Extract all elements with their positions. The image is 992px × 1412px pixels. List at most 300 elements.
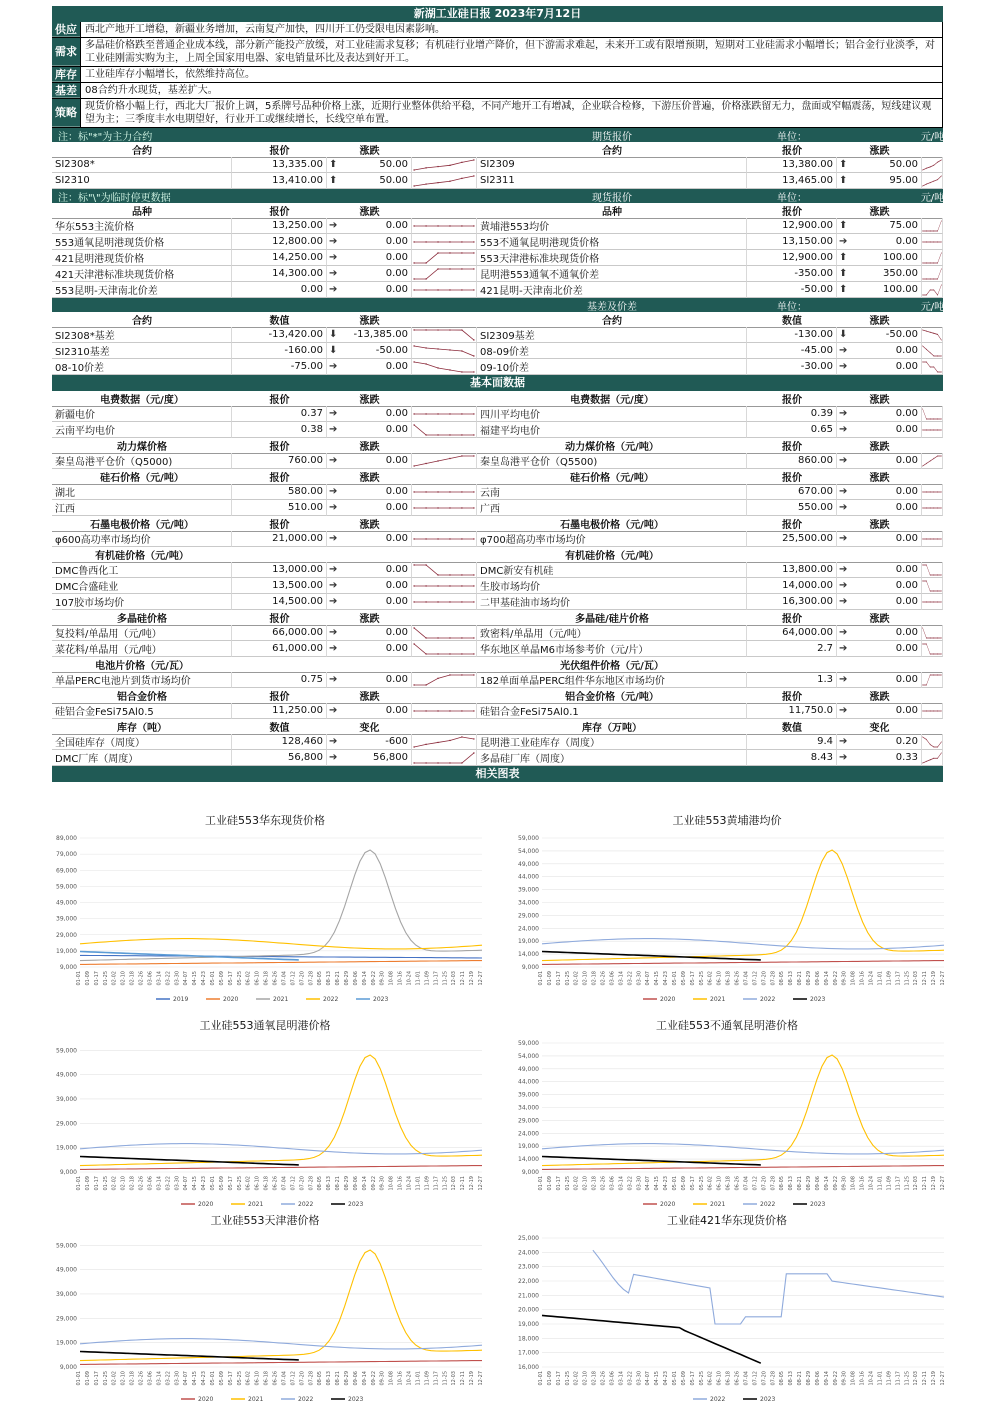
spot-sparkline bbox=[412, 235, 476, 249]
futures-sparkline-point bbox=[473, 175, 474, 176]
fundamentals-arrow-icon: ➔ bbox=[329, 627, 337, 638]
basis-arrow-icon: ⬇ bbox=[839, 329, 847, 340]
y-tick-label: 29,000 bbox=[56, 932, 77, 939]
summary-text: 现货价格小幅上行，西北大厂报价上调，5系牌号品种价格上涨，近期行业整体供给平稳，不同产地开工有增减，企业联合检修，下游压价普遍，价格涨跌留无力，盘面或窄幅震荡，短线建议观望为主；三季度丰水电期望好，行业开工或继续增长，长线空单布置。 bbox=[80, 99, 943, 127]
x-tick-label: 12-03 bbox=[451, 1371, 457, 1386]
basis-value-right: -130.00 bbox=[747, 327, 837, 343]
fundamentals-sparkline-left bbox=[412, 453, 477, 469]
spot-sparkline-point bbox=[425, 225, 426, 226]
basis-sparkline-point bbox=[461, 371, 462, 372]
series-line-2021 bbox=[80, 850, 482, 961]
spot-change-value: 0.00 bbox=[386, 284, 408, 295]
fundamentals-change-left bbox=[327, 625, 412, 641]
fundamentals-name-right: 二甲基硅油市场均价 bbox=[477, 594, 747, 610]
group-header-value: 报价 bbox=[232, 516, 327, 532]
report-title: 新湖工业硅日报 2023年7月12日 bbox=[52, 6, 943, 22]
fundamentals-sparkline-left bbox=[412, 641, 477, 657]
x-tick-label: 11-09 bbox=[424, 1371, 430, 1386]
x-tick-label: 12-11 bbox=[922, 1176, 928, 1191]
futures-value-left: 13,335.00 bbox=[232, 157, 327, 173]
fundamentals-name-right: 广西 bbox=[477, 500, 747, 516]
spot-column-header: 报价 bbox=[232, 203, 327, 219]
fundamentals-sparkline-point bbox=[437, 538, 438, 539]
x-tick-label: 09-22 bbox=[371, 1176, 377, 1191]
x-tick-label: 01-17 bbox=[556, 1371, 562, 1386]
fundamentals-sparkline-point bbox=[425, 743, 426, 744]
x-tick-label: 02-18 bbox=[130, 971, 136, 986]
fundamentals-value-left: 21,000.00 bbox=[232, 531, 327, 547]
futures-sparkline-left bbox=[412, 157, 477, 173]
basis-column-headers bbox=[52, 312, 943, 327]
spot-value-left: 14,250.00 bbox=[232, 250, 327, 266]
x-tick-label: 08-21 bbox=[797, 1371, 803, 1386]
fundamentals-sparkline bbox=[922, 673, 942, 687]
chart-plot bbox=[40, 1230, 490, 1405]
x-tick-label: 12-19 bbox=[469, 971, 475, 986]
x-tick-label: 01-09 bbox=[547, 1176, 553, 1191]
x-tick-label: 11-01 bbox=[415, 971, 421, 986]
x-tick-label: 01-09 bbox=[85, 1176, 91, 1191]
futures-arrow-icon: ⬆ bbox=[839, 159, 847, 170]
x-tick-label: 09-14 bbox=[824, 971, 830, 986]
x-tick-label: 10-16 bbox=[860, 1371, 866, 1386]
y-tick-label: 9,000 bbox=[522, 964, 539, 971]
legend-label: 2021 bbox=[273, 996, 288, 1003]
fundamentals-sparkline-point bbox=[413, 564, 414, 565]
fundamentals-arrow-icon: ➔ bbox=[839, 627, 847, 638]
x-tick-label: 01-17 bbox=[94, 1371, 100, 1386]
fundamentals-change-left bbox=[327, 500, 412, 516]
fundamentals-change-left bbox=[327, 703, 412, 719]
fundamentals-sparkline-point bbox=[413, 643, 414, 644]
fundamentals-change-right bbox=[837, 531, 922, 547]
spot-sparkline-point bbox=[461, 268, 462, 269]
basis-sparkline-point bbox=[473, 355, 474, 356]
x-tick-label: 01-25 bbox=[103, 1176, 109, 1191]
legend-label: 2022 bbox=[323, 996, 338, 1003]
x-tick-label: 02-26 bbox=[139, 1176, 145, 1191]
fundamentals-change-left bbox=[327, 422, 412, 438]
spot-sparkline-point bbox=[473, 225, 474, 226]
group-header-right: 库存（万吨） bbox=[477, 719, 747, 735]
spot-name-left: 553昆明-天津南北价差 bbox=[52, 282, 232, 298]
spot-sparkline-point bbox=[437, 289, 438, 290]
y-tick-label: 59,000 bbox=[518, 835, 539, 842]
x-tick-label: 01-25 bbox=[565, 971, 571, 986]
fundamentals-sparkline bbox=[412, 532, 476, 546]
x-tick-label: 02-02 bbox=[574, 1371, 580, 1386]
fundamentals-change-value: 0.00 bbox=[896, 596, 918, 607]
x-tick-label: 05-01 bbox=[672, 1176, 678, 1191]
summary-row bbox=[52, 22, 943, 38]
basis-sparkline bbox=[922, 328, 942, 342]
fundamentals-change-right bbox=[837, 422, 922, 438]
basis-name-right: SI2309基差 bbox=[477, 327, 747, 343]
x-tick-label: 02-02 bbox=[574, 1176, 580, 1191]
spot-change-value: 75.00 bbox=[889, 220, 918, 231]
basis-arrow-icon: ➔ bbox=[329, 361, 337, 372]
spot-sparkline-right bbox=[922, 218, 943, 234]
fundamentals-sparkline-point bbox=[413, 746, 414, 747]
x-tick-label: 03-06 bbox=[609, 971, 615, 986]
fundamentals-sparkline-point bbox=[461, 710, 462, 711]
x-tick-label: 10-24 bbox=[869, 971, 875, 986]
fundamentals-sparkline-point bbox=[413, 710, 414, 711]
fundamentals-sparkline-right bbox=[922, 562, 943, 578]
futures-change-left bbox=[327, 157, 412, 173]
fundamentals-name-right: 云南 bbox=[477, 484, 747, 500]
fundamentals-sparkline-point bbox=[473, 674, 474, 675]
fundamentals-sparkline-left bbox=[412, 703, 477, 719]
x-tick-label: 01-17 bbox=[94, 1176, 100, 1191]
fundamentals-name-left: 硅铝合金FeSi75Al0.5 bbox=[52, 703, 232, 719]
y-tick-label: 22,000 bbox=[518, 1278, 539, 1285]
fundamentals-change-left bbox=[327, 578, 412, 594]
basis-column-header: 合约 bbox=[477, 312, 747, 328]
fundamentals-sparkline-line bbox=[414, 456, 474, 466]
summary-text: 08合约升水现货，基差扩大。 bbox=[80, 83, 943, 98]
x-tick-label: 06-18 bbox=[726, 1176, 732, 1191]
fundamentals-change-value: 0.00 bbox=[896, 502, 918, 513]
fundamentals-sparkline-right bbox=[922, 422, 943, 438]
x-tick-label: 07-04 bbox=[743, 1176, 749, 1191]
fundamentals-sparkline-right bbox=[922, 406, 943, 422]
spot-sparkline-left bbox=[412, 266, 477, 282]
fundamentals-sparkline-point bbox=[473, 585, 474, 586]
futures-sparkline-point bbox=[473, 159, 474, 160]
x-tick-label: 04-15 bbox=[192, 1176, 198, 1191]
spot-column-header: 涨跌 bbox=[327, 203, 412, 219]
fundamentals-sparkline-point bbox=[437, 653, 438, 654]
fundamentals-sparkline-line bbox=[414, 737, 474, 747]
x-tick-label: 12-11 bbox=[460, 1371, 466, 1386]
x-tick-label: 04-15 bbox=[192, 971, 198, 986]
fundamentals-change-left bbox=[327, 672, 412, 688]
summary-text: 西北产地开工增稳，新疆业务增加，云南复产加快，四川开工仍受限电因素影响。 bbox=[80, 22, 943, 37]
group-header-change: 变化 bbox=[837, 719, 922, 735]
x-tick-label: 08-05 bbox=[779, 971, 785, 986]
fundamentals-value-left: 0.38 bbox=[232, 422, 327, 438]
basis-value-left: -13,420.00 bbox=[232, 327, 327, 343]
y-tick-label: 39,000 bbox=[56, 1291, 77, 1298]
summary-block bbox=[52, 22, 943, 128]
futures-change-value: 50.00 bbox=[379, 175, 408, 186]
fundamentals-sparkline-point bbox=[449, 538, 450, 539]
x-tick-label: 01-01 bbox=[538, 971, 544, 986]
x-tick-label: 05-09 bbox=[681, 1176, 687, 1191]
fundamentals-sparkline-right bbox=[922, 734, 943, 750]
x-tick-label: 08-05 bbox=[317, 1371, 323, 1386]
group-header-left: 库存（吨） bbox=[52, 719, 232, 735]
spot-change-value: 100.00 bbox=[883, 252, 918, 263]
spot-arrow-icon: ⬆ bbox=[839, 284, 847, 295]
fundamentals-value-left: 56,800 bbox=[232, 750, 327, 766]
futures-sparkline-line bbox=[923, 176, 942, 186]
fundamentals-name-left: 单晶PERC电池片到货市场均价 bbox=[52, 672, 232, 688]
group-header-value: 报价 bbox=[232, 469, 327, 485]
x-tick-label: 02-26 bbox=[139, 971, 145, 986]
x-tick-label: 04-23 bbox=[201, 971, 207, 986]
fundamentals-name-right: 生胶市场均价 bbox=[477, 578, 747, 594]
fundamentals-sparkline-point bbox=[473, 601, 474, 602]
basis-sparkline-point bbox=[425, 363, 426, 364]
x-tick-label: 04-23 bbox=[663, 1176, 669, 1191]
group-header-change: 涨跌 bbox=[837, 469, 922, 485]
x-tick-label: 09-30 bbox=[842, 1176, 848, 1191]
chart-plot bbox=[40, 830, 490, 1005]
fundamentals-row bbox=[52, 578, 943, 594]
fundamentals-sparkline-point bbox=[437, 574, 438, 575]
fundamentals-change-right bbox=[837, 750, 922, 766]
spot-sparkline-line bbox=[923, 253, 942, 263]
fundamentals-change-value: 0.00 bbox=[386, 627, 408, 638]
x-tick-label: 09-30 bbox=[380, 1371, 386, 1386]
chart-title: 工业硅553华东现货价格 bbox=[40, 812, 490, 828]
x-tick-label: 07-28 bbox=[308, 1176, 314, 1191]
x-tick-label: 02-10 bbox=[121, 1176, 127, 1191]
fundamentals-sparkline bbox=[412, 626, 476, 640]
x-tick-label: 06-18 bbox=[264, 971, 270, 986]
fundamentals-sparkline-right bbox=[922, 500, 943, 516]
fundamentals-change-value: 0.00 bbox=[386, 643, 408, 654]
x-tick-label: 06-26 bbox=[735, 971, 741, 986]
spot-change-right bbox=[837, 218, 922, 234]
basis-sparkline bbox=[922, 344, 942, 358]
fundamentals-arrow-icon: ➔ bbox=[839, 752, 847, 763]
fundamentals-change-value: 0.00 bbox=[896, 486, 918, 497]
x-tick-label: 09-22 bbox=[833, 971, 839, 986]
fundamentals-change-value: 0.00 bbox=[386, 502, 408, 513]
y-tick-label: 24,000 bbox=[518, 1130, 539, 1137]
basis-change-value: -13,385.00 bbox=[353, 329, 408, 340]
x-tick-label: 02-18 bbox=[592, 1176, 598, 1191]
x-tick-label: 07-28 bbox=[770, 971, 776, 986]
series-line-2021 bbox=[542, 850, 944, 961]
basis-section-title: 基差及价差 bbox=[477, 298, 747, 313]
fundamentals-sparkline-point bbox=[413, 507, 414, 508]
fundamentals-sparkline-point bbox=[413, 762, 414, 763]
futures-change-left bbox=[327, 173, 412, 189]
fundamentals-sparkline bbox=[412, 673, 476, 687]
y-tick-label: 9,000 bbox=[60, 964, 77, 971]
legend-label: 2020 bbox=[198, 1201, 213, 1208]
spot-value-right: -50.00 bbox=[747, 282, 837, 298]
x-tick-label: 04-07 bbox=[645, 971, 651, 986]
group-header-value: 报价 bbox=[747, 516, 837, 532]
fundamentals-sparkline-point bbox=[413, 538, 414, 539]
chart-title: 工业硅553天津港价格 bbox=[40, 1212, 490, 1228]
fundamentals-change-right bbox=[837, 500, 922, 516]
basis-column-header: 涨跌 bbox=[837, 312, 922, 328]
basis-column-header: 合约 bbox=[52, 312, 232, 328]
x-tick-label: 07-12 bbox=[290, 1176, 296, 1191]
x-tick-label: 03-22 bbox=[165, 1371, 171, 1386]
x-tick-label: 03-30 bbox=[174, 1371, 180, 1386]
x-tick-label: 02-26 bbox=[139, 1371, 145, 1386]
fundamentals-name-left: 新疆电价 bbox=[52, 406, 232, 422]
x-tick-label: 11-17 bbox=[895, 971, 901, 986]
group-header-left: 有机硅价格（元/吨） bbox=[52, 547, 232, 563]
x-tick-label: 05-17 bbox=[228, 971, 234, 986]
fundamentals-group-header bbox=[52, 391, 943, 406]
group-header-value bbox=[747, 547, 837, 563]
basis-sparkline-line bbox=[923, 362, 942, 372]
futures-value-right: 13,380.00 bbox=[747, 157, 837, 173]
spot-column-header bbox=[412, 203, 477, 219]
fundamentals-sparkline-point bbox=[437, 601, 438, 602]
basis-sparkline bbox=[412, 344, 476, 358]
x-tick-label: 05-17 bbox=[690, 1371, 696, 1386]
basis-column-header: 涨跌 bbox=[327, 312, 412, 328]
spot-value-left: 14,300.00 bbox=[232, 266, 327, 282]
fundamentals-name-left: 菜花料/单晶用（元/吨） bbox=[52, 641, 232, 657]
x-tick-label: 02-10 bbox=[583, 971, 589, 986]
fundamentals-sparkline bbox=[922, 626, 942, 640]
fundamentals-sparkline-point bbox=[461, 762, 462, 763]
basis-change-value: 0.00 bbox=[896, 345, 918, 356]
y-tick-label: 29,000 bbox=[518, 1117, 539, 1124]
x-tick-label: 04-07 bbox=[645, 1176, 651, 1191]
fundamentals-sparkline-point bbox=[449, 585, 450, 586]
fundamentals-sparkline-right bbox=[922, 484, 943, 500]
series-line-2021 bbox=[80, 1055, 482, 1166]
x-tick-label: 12-27 bbox=[940, 971, 946, 986]
y-tick-label: 9,000 bbox=[60, 1364, 77, 1371]
line-chart bbox=[40, 812, 490, 1012]
x-tick-label: 02-26 bbox=[601, 971, 607, 986]
futures-arrow-icon: ⬆ bbox=[329, 175, 337, 186]
report-sheet bbox=[52, 6, 943, 782]
x-tick-label: 03-22 bbox=[627, 1176, 633, 1191]
fundamentals-change-right bbox=[837, 406, 922, 422]
summary-row bbox=[52, 99, 943, 128]
fundamentals-arrow-icon: ➔ bbox=[839, 736, 847, 747]
fundamentals-name-left: 107胶市场均价 bbox=[52, 594, 232, 610]
spot-sparkline bbox=[922, 235, 942, 249]
x-tick-label: 07-04 bbox=[281, 1371, 287, 1386]
x-tick-label: 05-17 bbox=[228, 1371, 234, 1386]
y-tick-label: 49,000 bbox=[518, 1066, 539, 1073]
spot-sparkline-right bbox=[922, 282, 943, 298]
group-header-value: 报价 bbox=[747, 688, 837, 704]
spot-sparkline-right bbox=[922, 234, 943, 250]
y-tick-label: 49,000 bbox=[518, 861, 539, 868]
spot-change-value: 0.00 bbox=[386, 220, 408, 231]
spot-change-value: 0.00 bbox=[386, 236, 408, 247]
fundamentals-sparkline bbox=[922, 423, 942, 437]
fundamentals-group-header bbox=[52, 469, 943, 484]
fundamentals-value-right: 16,300.00 bbox=[747, 594, 837, 610]
x-tick-label: 03-06 bbox=[609, 1176, 615, 1191]
group-header-change: 涨跌 bbox=[327, 391, 412, 407]
x-tick-label: 05-01 bbox=[672, 1371, 678, 1386]
fundamentals-arrow-icon: ➔ bbox=[329, 705, 337, 716]
fundamentals-value-right: 860.00 bbox=[747, 453, 837, 469]
fundamentals-sparkline-point bbox=[449, 491, 450, 492]
fundamentals-row bbox=[52, 453, 943, 469]
y-tick-label: 19,000 bbox=[56, 948, 77, 955]
x-tick-label: 05-01 bbox=[210, 971, 216, 986]
fundamentals-row bbox=[52, 641, 943, 657]
fundamentals-sparkline-left bbox=[412, 406, 477, 422]
fundamentals-sparkline bbox=[412, 485, 476, 499]
fundamentals-sparkline bbox=[922, 579, 942, 593]
spot-value-left: 0.00 bbox=[232, 282, 327, 298]
basis-change-right bbox=[837, 343, 922, 359]
x-tick-label: 05-17 bbox=[228, 1176, 234, 1191]
spot-column-header: 品种 bbox=[477, 203, 747, 219]
x-tick-label: 11-25 bbox=[442, 1176, 448, 1191]
x-tick-label: 08-21 bbox=[797, 971, 803, 986]
spot-sparkline bbox=[412, 267, 476, 281]
futures-header-bar bbox=[52, 128, 943, 142]
line-chart bbox=[40, 1017, 490, 1217]
spot-arrow-icon: ⬆ bbox=[839, 252, 847, 263]
spot-sparkline-point bbox=[413, 241, 414, 242]
fundamentals-change-left bbox=[327, 406, 412, 422]
y-tick-label: 18,000 bbox=[518, 1335, 539, 1342]
basis-sparkline bbox=[412, 328, 476, 342]
spot-arrow-icon: ➔ bbox=[329, 284, 337, 295]
x-tick-label: 07-20 bbox=[761, 1371, 767, 1386]
x-tick-label: 04-23 bbox=[663, 971, 669, 986]
y-tick-label: 34,000 bbox=[518, 900, 539, 907]
spot-sparkline-right bbox=[922, 266, 943, 282]
chart-plot bbox=[40, 1035, 490, 1210]
group-header-right: 铝合金价格（元/吨） bbox=[477, 688, 747, 704]
x-tick-label: 01-25 bbox=[565, 1371, 571, 1386]
series-line-2020 bbox=[80, 1361, 482, 1365]
fundamentals-sparkline-point bbox=[473, 637, 474, 638]
spot-sparkline-point bbox=[473, 289, 474, 290]
spot-change-value: 0.00 bbox=[386, 252, 408, 263]
x-tick-label: 11-17 bbox=[895, 1371, 901, 1386]
spot-sparkline bbox=[922, 219, 942, 233]
x-tick-label: 11-25 bbox=[904, 1176, 910, 1191]
fundamentals-sparkline-point bbox=[449, 601, 450, 602]
fundamentals-name-right: 秦皇岛港平仓价（Q5500) bbox=[477, 453, 747, 469]
series-line-2021 bbox=[80, 1250, 482, 1361]
x-tick-label: 07-04 bbox=[281, 971, 287, 986]
fundamentals-sparkline-point bbox=[425, 507, 426, 508]
x-tick-label: 11-25 bbox=[442, 971, 448, 986]
fundamentals-name-right: 华东地区单晶M6市场参考价（元/片） bbox=[477, 641, 747, 657]
basis-change-value: 0.00 bbox=[896, 361, 918, 372]
x-tick-label: 09-06 bbox=[815, 1371, 821, 1386]
group-header-value: 报价 bbox=[232, 610, 327, 626]
fundamentals-sparkline bbox=[412, 501, 476, 515]
series-line-2022 bbox=[80, 939, 482, 949]
x-tick-label: 02-10 bbox=[121, 971, 127, 986]
fundamentals-sparkline bbox=[922, 532, 942, 546]
fundamentals-sparkline-point bbox=[425, 462, 426, 463]
x-tick-label: 08-13 bbox=[326, 1371, 332, 1386]
series-line-2020 bbox=[542, 1166, 944, 1170]
x-tick-label: 12-19 bbox=[469, 1371, 475, 1386]
x-tick-label: 02-18 bbox=[130, 1371, 136, 1386]
basis-row bbox=[52, 327, 943, 343]
fundamentals-name-right: 昆明港工业硅库存（周度） bbox=[477, 734, 747, 750]
x-tick-label: 06-26 bbox=[735, 1176, 741, 1191]
group-header-right: 光伏组件价格（元/瓦） bbox=[477, 657, 747, 673]
spot-change-value: 0.00 bbox=[896, 236, 918, 247]
fundamentals-title: 基本面数据 bbox=[52, 375, 943, 391]
futures-name-right: SI2309 bbox=[477, 157, 747, 173]
fundamentals-group-header bbox=[52, 610, 943, 625]
summary-text: 工业硅库存小幅增长，依然维持高位。 bbox=[80, 67, 943, 82]
x-tick-label: 11-09 bbox=[886, 1371, 892, 1386]
fundamentals-sparkline-point bbox=[449, 674, 450, 675]
